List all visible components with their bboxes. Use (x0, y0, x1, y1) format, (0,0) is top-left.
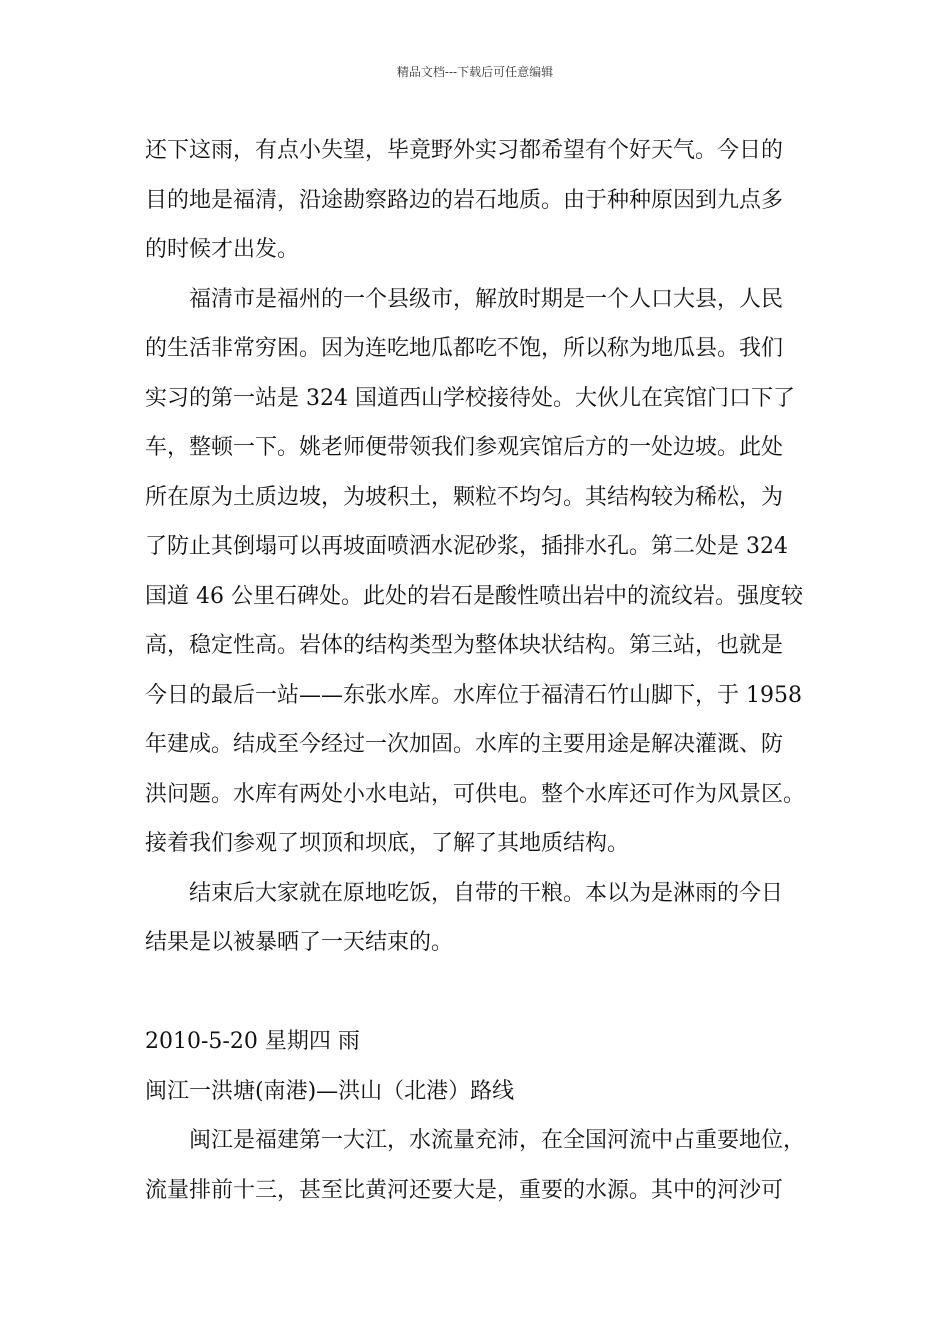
text-line: 福清市是福州的一个县级市，解放时期是一个人口大县，人民 (189, 286, 784, 312)
text-line: 还下这雨，有点小失望，毕竟野外实习都希望有个好天气。今日的 (145, 138, 784, 163)
text-line: 的生活非常穷困。因为连吃地瓜都吃不饱，所以称为地瓜县。我们 (145, 336, 784, 361)
text-line: 高，稳定性高。岩体的结构类型为整体块状结构。第三站，也就是 (145, 633, 784, 658)
blank-line (145, 968, 813, 1018)
text-line: 了防止其倒塌可以再坡面喷洒水泥砂浆，插排水孔。第二处是 324 (145, 534, 788, 559)
paragraph-fuqing (145, 275, 813, 869)
entry-route: 闽江一洪塘(南港)—洪山（北港）路线 (145, 1078, 515, 1104)
text-line: 年建成。结成至今经过一次加固。水库的主要用途是解决灌溉、防 (145, 732, 784, 757)
text-line: 流量排前十三，甚至比黄河还要大是，重要的水源。其中的河沙可 (145, 1177, 784, 1203)
page-header: 精品文档---下载后可任意编辑 (396, 65, 554, 79)
paragraph-intro (145, 126, 813, 275)
text-line: 结束后大家就在原地吃饭，自带的干粮。本以为是淋雨的今日 (189, 880, 784, 906)
text-line: 的时候才出发。 (145, 237, 300, 262)
text-line: 车，整顿一下。姚老师便带领我们参观宾馆后方的一处边坡。此处 (145, 435, 784, 460)
paragraph-conclusion (145, 869, 813, 968)
text-line: 闽江是福建第一大江，水流量充沛，在全国河流中占重要地位， (189, 1128, 806, 1153)
text-line: 目的地是福清，沿途勘察路边的岩石地质。由于种种原因到九点多 (145, 187, 784, 213)
text-line: 结果是以被暴晒了一天结束的。 (145, 930, 454, 955)
text-line: 今日的最后一站——东张水库。水库位于福清石竹山脚下，于 1958 (145, 682, 802, 708)
text-line: 所在原为土质边坡，为坡积土，颗粒不均匀。其结构较为稀松，为 (145, 484, 784, 510)
diary-entry (145, 1017, 813, 1215)
document-body (145, 126, 813, 1215)
entry-date: 2010-5-20 星期四 雨 (145, 1029, 360, 1054)
text-line: 接着我们参观了坝顶和坝底，了解了其地质结构。 (145, 831, 630, 856)
text-line: 国道 46 公里石碑处。此处的岩石是酸性喷出岩中的流纹岩。强度较 (145, 583, 803, 609)
text-line: 实习的第一站是 324 国道西山学校接待处。大伙儿在宾馆门口下了 (145, 385, 795, 411)
text-line: 洪问题。水库有两处小水电站，可供电。整个水库还可作为风景区。 (145, 781, 806, 807)
